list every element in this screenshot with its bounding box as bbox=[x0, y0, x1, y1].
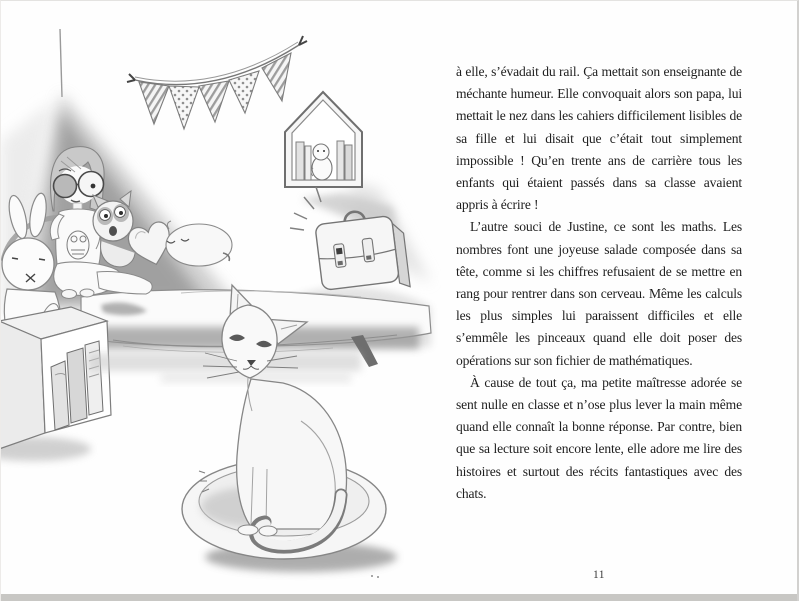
glasses-right-lens bbox=[79, 172, 104, 197]
foot bbox=[80, 289, 94, 297]
glasses-left-lens bbox=[54, 175, 77, 198]
pennant-garland bbox=[127, 36, 307, 129]
text-page bbox=[456, 61, 742, 505]
bird-figurine bbox=[311, 144, 332, 180]
book-cubby bbox=[1, 307, 111, 461]
paragraph: à elle, s’évadait du rail. Ça mettait son enseignante de méchante humeur. Elle convoquait alors son papa, lui mettait le nez dans les cahiers difficilement lisibles de sa fille et lui disait que c’était tout simplement impossible ! Qu’en trente ans de carrière tous les enfants qui étaient passés dans sa classe avaient appris à écrire ! bbox=[456, 64, 742, 213]
paragraph: À cause de tout ça, ma petite maîtresse adorée se sent nulle en classe et n’ose plus lever la main même quand elle connaît la bonne réponse. Par contre, bien que sa lecture soit encore lente, elle adore me lire des histoires et surtout des récits fantastiques avec des chats. bbox=[456, 374, 742, 501]
bedroom-illustration bbox=[1, 1, 441, 595]
page-number: 11 bbox=[592, 569, 606, 581]
floor-shadows bbox=[89, 353, 361, 383]
emphasis-lines bbox=[290, 187, 321, 230]
sleeping-plush bbox=[166, 221, 232, 266]
window-bottom-edge bbox=[1, 594, 799, 601]
foot bbox=[62, 290, 77, 299]
paragraph: L’autre souci de Justine, ce sont les maths. Les nombres font une joyeuse salade composée dans sa tête, comme si les chiffres refusaient de se mettre en rang pour rentrer dans son cerveau. Même les calculs les plus simples lui paraissent difficiles et elle s’emmêle les pinceaux quand elle doit poser des opérations sur son fichier de mathématiques. bbox=[456, 219, 742, 368]
